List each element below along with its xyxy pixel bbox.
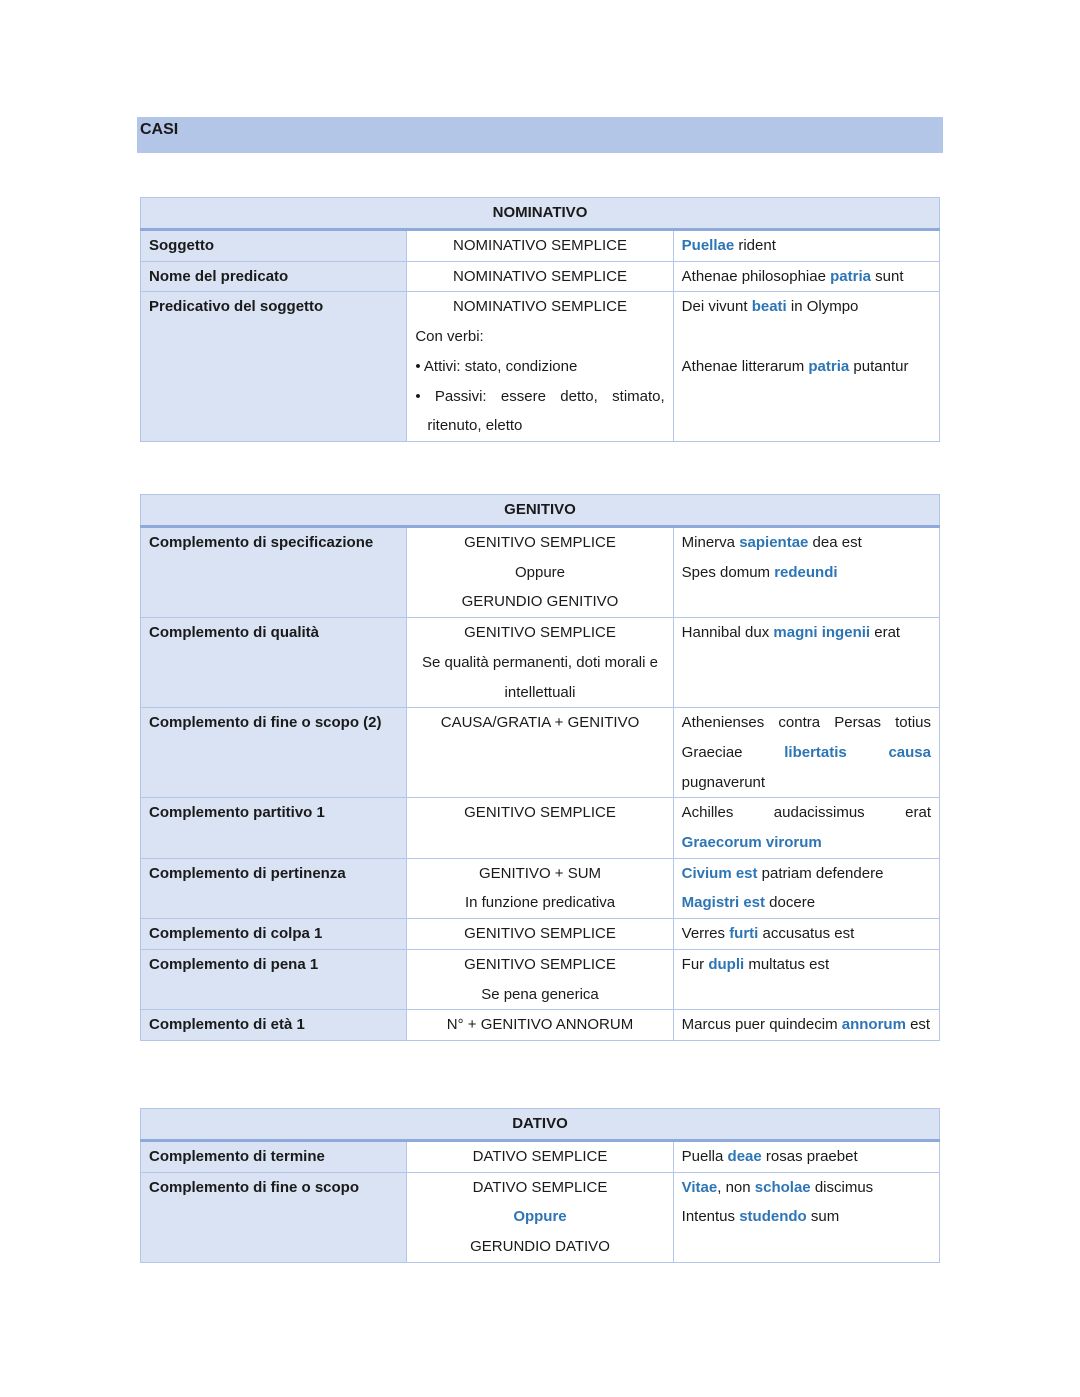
- form-text: GERUNDIO GENITIVO: [461, 593, 619, 611]
- table-row: [141, 261, 940, 292]
- example-text: sunt: [870, 267, 904, 285]
- form-text: Se qualità permanenti, doti morali e intellettuali: [422, 653, 658, 701]
- example-text: Athenae philosophiae: [681, 267, 831, 285]
- latin-example: [673, 949, 939, 1009]
- form-line: [415, 558, 664, 588]
- complement-label: Complemento partitivo 1: [141, 798, 407, 858]
- highlighted-word: Graecorum virorum: [681, 834, 822, 852]
- table-title: GENITIVO: [141, 495, 940, 527]
- highlighted-word: dupli: [708, 955, 745, 973]
- example-line: [682, 558, 931, 588]
- latin-example: [673, 1010, 939, 1041]
- example-text: Dei vivunt: [681, 298, 752, 316]
- latin-example: [673, 708, 939, 798]
- form-text: Oppure: [513, 1208, 567, 1226]
- example-text: Spes domum: [681, 563, 775, 581]
- form-text: DATIVO SEMPLICE: [472, 1148, 608, 1165]
- grammatical-form: [407, 1141, 673, 1173]
- example-text: docere: [765, 894, 816, 912]
- highlighted-word: studendo: [739, 1208, 807, 1226]
- example-line: [682, 1173, 931, 1203]
- form-bullet: [415, 352, 664, 382]
- highlighted-word: beati: [751, 298, 787, 316]
- form-bullet: [415, 382, 664, 441]
- grammatical-form: [407, 708, 673, 798]
- example-text: Marcus puer quindecim: [681, 1016, 842, 1034]
- grammatical-form: [407, 919, 673, 950]
- example-text: Verres: [681, 925, 730, 943]
- latin-example: [673, 919, 939, 950]
- highlighted-word: sapientae: [739, 534, 809, 551]
- example-text: sum: [806, 1208, 840, 1226]
- form-line: [415, 292, 664, 322]
- form-line: [415, 262, 664, 292]
- highlighted-word: scholae: [754, 1178, 811, 1196]
- form-line: [415, 859, 664, 889]
- complement-label: Complemento di età 1: [141, 1010, 407, 1041]
- form-text: Attivi: stato, condizione: [423, 357, 578, 375]
- complement-label: Complemento di fine o scopo: [141, 1172, 407, 1262]
- form-text: CAUSA/GRATIA + GENITIVO: [440, 714, 640, 732]
- form-line: [415, 231, 664, 261]
- form-text: Con verbi:: [415, 328, 484, 346]
- section-heading: CASI: [137, 117, 943, 153]
- complement-label: Complemento di pena 1: [141, 949, 407, 1009]
- table-row: [141, 919, 940, 950]
- grammatical-form: [407, 1172, 673, 1262]
- table-row: [141, 1172, 940, 1262]
- form-text: GERUNDIO DATIVO: [470, 1238, 610, 1256]
- latin-example: [673, 798, 939, 858]
- form-line: [415, 587, 664, 617]
- example-text: est: [905, 1016, 931, 1034]
- example-line: [682, 352, 931, 382]
- example-text: multatus est: [744, 955, 830, 973]
- grammatical-form: [407, 618, 673, 708]
- form-line: [415, 1142, 664, 1172]
- table-header-row: [141, 495, 940, 527]
- latin-example: [673, 230, 939, 262]
- table-row: [141, 708, 940, 798]
- table-header-row: [141, 1109, 940, 1141]
- example-text: Hannibal dux: [681, 624, 774, 642]
- form-line: [415, 888, 664, 918]
- complement-label: Complemento di pertinenza: [141, 858, 407, 918]
- complement-label: Complemento di specificazione: [141, 527, 407, 618]
- table-row: [141, 858, 940, 918]
- form-line: [415, 648, 664, 707]
- example-text: discimus: [810, 1178, 874, 1196]
- example-text: Minerva: [681, 534, 740, 551]
- highlighted-word: annorum: [841, 1016, 906, 1034]
- highlighted-word: Civium est: [681, 864, 758, 882]
- complement-label: Nome del predicato: [141, 261, 407, 292]
- form-text: GENITIVO SEMPLICE: [464, 955, 616, 973]
- table-row: [141, 527, 940, 618]
- example-text: pugnaverunt: [681, 773, 766, 791]
- form-line: [415, 528, 664, 558]
- example-line: [682, 919, 931, 949]
- latin-example: [673, 1141, 939, 1173]
- table-row: [141, 230, 940, 262]
- form-text: DATIVO SEMPLICE: [472, 1178, 608, 1196]
- highlighted-word: patria: [830, 267, 871, 285]
- example-text: Athenae litterarum: [681, 357, 809, 375]
- grammatical-form: [407, 527, 673, 618]
- example-text: Achilles audacissimus erat: [681, 804, 931, 822]
- grammatical-form: [407, 261, 673, 292]
- example-text: in Olympo: [786, 298, 859, 316]
- complement-label: Complemento di qualità: [141, 618, 407, 708]
- form-line: [415, 1010, 664, 1040]
- form-line: [415, 798, 664, 828]
- form-text: GENITIVO SEMPLICE: [464, 624, 616, 642]
- grammatical-form: [407, 798, 673, 858]
- form-text: In funzione predicativa: [464, 894, 616, 912]
- highlighted-word: furti: [729, 925, 759, 943]
- table-row: [141, 292, 940, 442]
- example-line: [682, 888, 931, 918]
- example-line: [682, 1010, 931, 1040]
- grammatical-form: [407, 858, 673, 918]
- table-row: [141, 1141, 940, 1173]
- example-line: [682, 528, 931, 558]
- example-text: dea est: [808, 534, 862, 551]
- example-text: patriam defendere: [757, 864, 884, 882]
- highlighted-word: Puellae: [681, 237, 735, 254]
- case-table-nominativo: [140, 197, 940, 442]
- example-text: Fur: [681, 955, 709, 973]
- grammatical-form: [407, 230, 673, 262]
- form-text: Passivi: essere detto, stimato, ritenuto, eletto: [427, 387, 665, 435]
- form-text: NOMINATIVO SEMPLICE: [453, 237, 627, 254]
- example-line: [682, 798, 931, 857]
- example-text: Intentus: [681, 1208, 740, 1226]
- example-line: [682, 1202, 931, 1232]
- grammatical-form: [407, 292, 673, 442]
- example-line: [682, 322, 931, 352]
- form-text: GENITIVO SEMPLICE: [464, 925, 616, 943]
- highlighted-word: deae: [727, 1148, 762, 1165]
- complement-label: Complemento di termine: [141, 1141, 407, 1173]
- example-text: Athenienses contra Persas totius Graeciae: [681, 714, 931, 761]
- example-text: erat: [870, 624, 901, 642]
- table-row: [141, 798, 940, 858]
- table-row: [141, 949, 940, 1009]
- example-line: [682, 292, 931, 322]
- form-text: GENITIVO SEMPLICE: [464, 534, 616, 551]
- table-row: [141, 1010, 940, 1041]
- latin-example: [673, 1172, 939, 1262]
- example-text: Puella: [681, 1148, 728, 1165]
- grammatical-form: [407, 949, 673, 1009]
- example-line: [682, 950, 931, 980]
- example-text: putantur: [849, 357, 909, 375]
- form-text: Oppure: [514, 563, 566, 581]
- example-text: rosas praebet: [761, 1148, 858, 1165]
- highlighted-word: Magistri est: [681, 894, 766, 912]
- example-text: accusatus est: [758, 925, 855, 943]
- complement-label: Complemento di fine o scopo (2): [141, 708, 407, 798]
- highlighted-word: libertatis causa: [784, 743, 931, 761]
- form-line: [415, 950, 664, 980]
- form-line: [415, 708, 664, 738]
- table-header-row: [141, 198, 940, 230]
- complement-label: Soggetto: [141, 230, 407, 262]
- case-table-genitivo: [140, 494, 940, 1041]
- form-text: NOMINATIVO SEMPLICE: [453, 298, 627, 316]
- form-text: GENITIVO + SUM: [478, 864, 602, 882]
- table-title: DATIVO: [141, 1109, 940, 1141]
- form-text: Se pena generica: [481, 985, 599, 1003]
- form-line: [415, 1202, 664, 1232]
- form-text: N° + GENITIVO ANNORUM: [446, 1016, 634, 1034]
- highlighted-word: redeundi: [774, 563, 838, 581]
- highlighted-word: Vitae: [681, 1178, 718, 1196]
- form-line: [415, 1173, 664, 1203]
- latin-example: [673, 292, 939, 442]
- complement-label: Complemento di colpa 1: [141, 919, 407, 950]
- example-text: rident: [734, 237, 776, 254]
- grammatical-form: [407, 1010, 673, 1041]
- form-line: [415, 1232, 664, 1262]
- example-line: [682, 708, 931, 797]
- form-line: [415, 919, 664, 949]
- latin-example: [673, 527, 939, 618]
- form-line: [415, 618, 664, 648]
- example-line: [682, 618, 931, 648]
- highlighted-word: patria: [808, 357, 850, 375]
- example-text: , non: [717, 1178, 755, 1196]
- latin-example: [673, 261, 939, 292]
- table-title: NOMINATIVO: [141, 198, 940, 230]
- form-line: [415, 322, 664, 352]
- complement-label: Predicativo del soggetto: [141, 292, 407, 442]
- form-text: NOMINATIVO SEMPLICE: [453, 267, 627, 285]
- example-line: [682, 1142, 931, 1172]
- example-line: [682, 262, 931, 292]
- form-line: [415, 980, 664, 1010]
- latin-example: [673, 618, 939, 708]
- example-line: [682, 231, 931, 261]
- example-line: [682, 859, 931, 889]
- latin-example: [673, 858, 939, 918]
- highlighted-word: magni ingenii: [773, 624, 871, 642]
- table-row: [141, 618, 940, 708]
- form-text: GENITIVO SEMPLICE: [464, 804, 616, 822]
- case-table-dativo: [140, 1108, 940, 1263]
